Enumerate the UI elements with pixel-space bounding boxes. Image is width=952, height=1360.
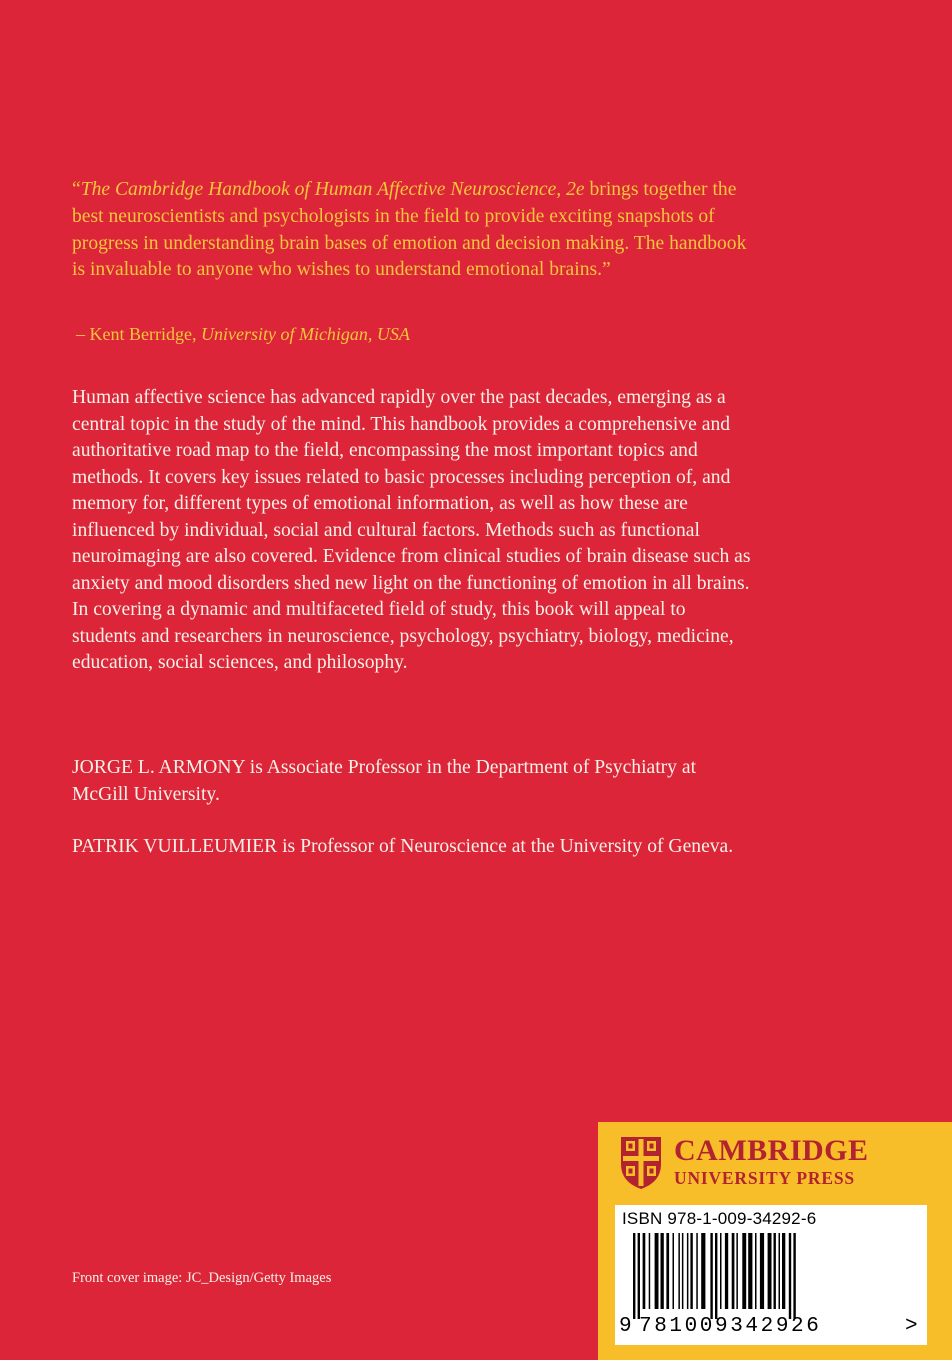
barcode-bar <box>720 1233 722 1309</box>
barcode-bar <box>774 1233 776 1309</box>
barcode-bar <box>682 1233 684 1309</box>
editor-bio-vuilleumier: PATRIK VUILLEUMIER is Professor of Neuroscience at the University of Geneva. <box>72 836 734 857</box>
barcode-quiet-zone-mark: > <box>905 1315 918 1338</box>
barcode-bar <box>643 1233 646 1309</box>
barcode-bar <box>742 1233 746 1309</box>
endorsement-affiliation: University of Michigan, USA <box>200 324 410 344</box>
barcode-bar <box>725 1233 728 1309</box>
endorsement-attribution <box>76 321 410 347</box>
barcode-bar <box>748 1233 752 1309</box>
cambridge-crest-icon <box>618 1134 664 1190</box>
barcode-bar <box>701 1233 705 1309</box>
publisher-name: CAMBRIDGE <box>674 1134 869 1167</box>
isbn-barcode <box>615 1205 927 1345</box>
barcode-bar <box>782 1233 785 1309</box>
publisher-subname: UNIVERSITY PRESS <box>674 1168 855 1188</box>
barcode-bar <box>638 1233 640 1319</box>
barcode-bar <box>633 1233 635 1319</box>
barcode-bar <box>760 1233 764 1309</box>
barcode-digits: 781009342926 <box>639 1315 822 1338</box>
barcode-bar <box>755 1233 757 1309</box>
endorsement-quote <box>72 177 762 284</box>
barcode-bar <box>696 1233 698 1309</box>
isbn-label: ISBN 978-1-009-34292-6 <box>622 1209 817 1228</box>
barcode-bar <box>789 1233 791 1319</box>
barcode-bar <box>768 1233 772 1309</box>
barcode-first-digit: 9 <box>619 1315 632 1338</box>
barcode-bar <box>673 1233 675 1309</box>
cover-image-credit: Front cover image: JC_Design/Getty Images <box>72 1270 332 1286</box>
publisher-logo <box>618 1133 948 1193</box>
barcode-bar <box>649 1233 651 1309</box>
barcode-bar <box>779 1233 781 1309</box>
endorsement-book-title: The Cambridge Handbook of Human Affective Neuroscience, 2e <box>80 179 585 200</box>
barcode-bar <box>715 1233 717 1319</box>
open-quote-mark: “ <box>72 179 81 200</box>
barcode-bar <box>736 1233 738 1309</box>
barcode-bars <box>631 1233 915 1319</box>
barcode-bar <box>690 1233 692 1309</box>
barcode-bar <box>661 1233 664 1309</box>
barcode-bar <box>666 1233 669 1309</box>
endorsement-text: brings together the best neuroscientists and psychologists in the field to provide exciting snapshots of progress in understanding brain bases of emotion and decision making. The handbook is invaluable to anyone who wishes to understand emotional brains.” <box>72 179 747 281</box>
barcode-bar <box>710 1233 712 1319</box>
editor-bio-armony: JORGE L. ARMONY is Associate Professor in the Department of Psychiatry at McGill University. <box>72 757 697 805</box>
barcode-bar <box>678 1233 680 1309</box>
barcode-bar <box>687 1233 689 1309</box>
endorsement-author: – Kent Berridge, <box>76 324 201 344</box>
barcode-bar <box>732 1233 735 1309</box>
book-description: Human affective science has advanced rapidly over the past decades, emerging as a central topic in the study of the mind. This handbook provides a comprehensive and authoritative road map to the field, encompassing the most important topics and methods. It covers key issues related to basic processes including perception of, and memory for, different types of emotional information, as well as how these are influenced by individual, social and cultural factors. Methods such as functional neuroimaging are also covered. Evidence from clinical studies of brain disease such as anxiety and mood disorders shed new light on the functioning of emotion in all brains. In covering a dynamic and multifaceted field of study, this book will appeal to students and researchers in neuroscience, psychology, psychiatry, biology, medicine, education, social sciences, and philosophy. <box>72 387 751 673</box>
barcode-bar <box>655 1233 659 1309</box>
barcode-bar <box>793 1233 795 1319</box>
